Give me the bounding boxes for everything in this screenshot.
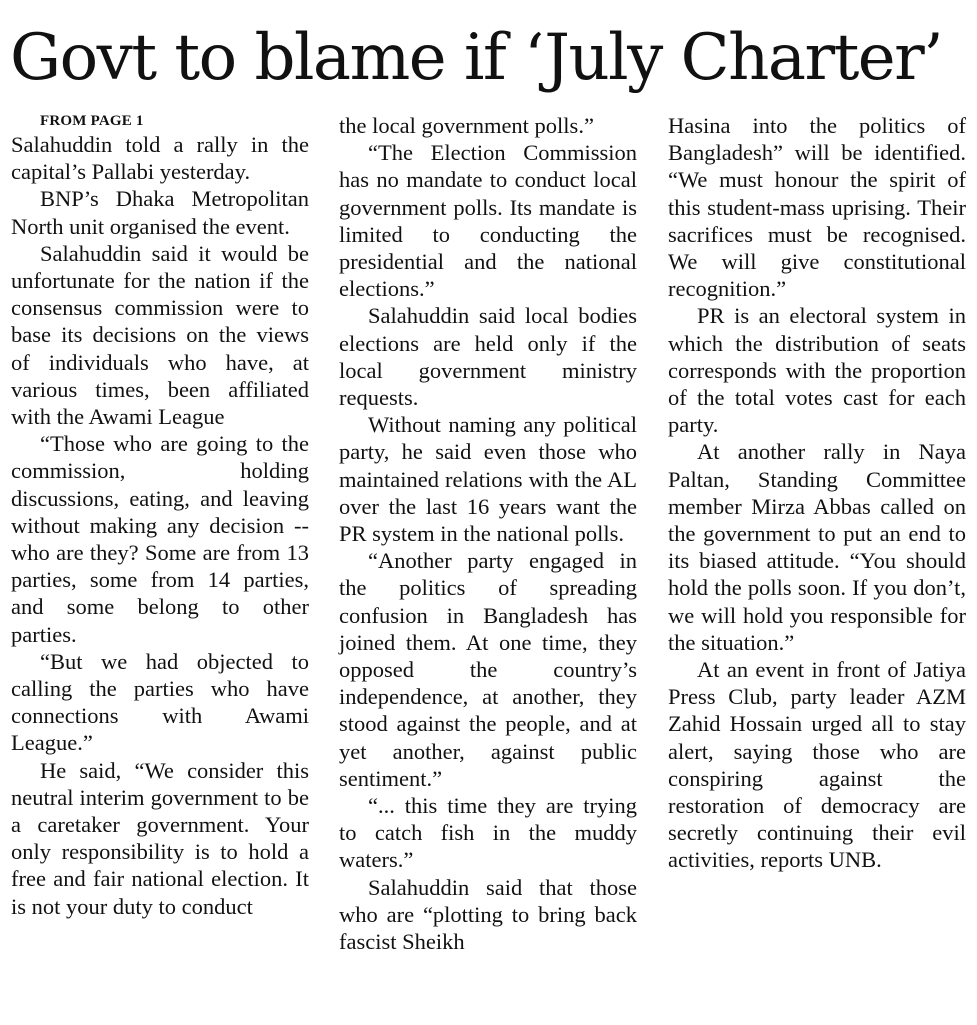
paragraph: “But we had objected to calling the parties who have connections with Awami League.”: [11, 648, 309, 756]
paragraph: Salahuddin said local bodies elections are held only if the local government ministry requests.: [339, 303, 637, 411]
paragraph: Salahuddin said it would be unfortunate for the nation if the consensus commission were to base its decisions on the views of individuals who have, at various times, been affiliated with the Awami League: [11, 240, 309, 430]
paragraph-continued: Hasina into the politics of Bangladesh” will be identified. “We must honour the spirit of this student-mass uprising. Their sacrifices must be recognised. We will give constitutional recognition.”: [668, 113, 966, 302]
paragraph: “Those who are going to the commission, holding discussions, eating, and leaving without making any decision -- who are they? Some are from 13 parties, some from 14 parties, and some belong to other parties.: [11, 431, 309, 647]
kicker-from-page-1: FROM PAGE 1: [40, 113, 144, 129]
paragraph: BNP’s Dhaka Metropolitan North unit organised the event.: [11, 186, 309, 239]
paragraph: At an event in front of Jatiya Press Club, party leader AZM Zahid Hossain urged all to stay alert, saying those who are conspiring against the restoration of democracy are secretly continuing their evil activities, reports UNB.: [668, 657, 966, 873]
paragraph: He said, “We consider this neutral interim government to be a caretaker government. Your only responsibility is to hold a free and fair national election. It is not your duty to conduct: [11, 757, 309, 919]
headline: Govt to blame if ‘July Charter’: [10, 21, 943, 95]
paragraph: “Another party engaged in the politics of spreading confusion in Bangladesh has joined them. At one time, they opposed the country’s independence, at another, they stood against the people, and at yet another, against public sentiment.”: [339, 548, 637, 791]
paragraph: Salahuddin told a rally in the capital’s Pallabi yesterday.: [11, 132, 309, 185]
paragraph: Salahuddin said that those who are “plotting to bring back fascist Sheikh: [339, 874, 637, 955]
paragraph: “The Election Commission has no mandate to conduct local government polls. Its mandate is limited to conducting the presidential and the national elections.”: [339, 140, 637, 302]
article-column-2: [339, 112, 637, 955]
paragraph: PR is an electoral system in which the distribution of seats corresponds with the proportion of the total votes cast for each party.: [668, 303, 966, 438]
paragraph: At another rally in Naya Paltan, Standing Committee member Mirza Abbas called on the government to put an end to its biased attitude. “You should hold the polls soon. If you don’t, we will hold you responsible for the situation.”: [668, 439, 966, 655]
paragraph: Without naming any political party, he said even those who maintained relations with the AL over the last 16 years want the PR system in the national polls.: [339, 412, 637, 547]
article-column-3: [668, 112, 966, 874]
article-column-1: [11, 112, 309, 920]
paragraph-continued: the local government polls.”: [339, 113, 594, 138]
paragraph: “... this time they are trying to catch fish in the muddy waters.”: [339, 793, 637, 873]
